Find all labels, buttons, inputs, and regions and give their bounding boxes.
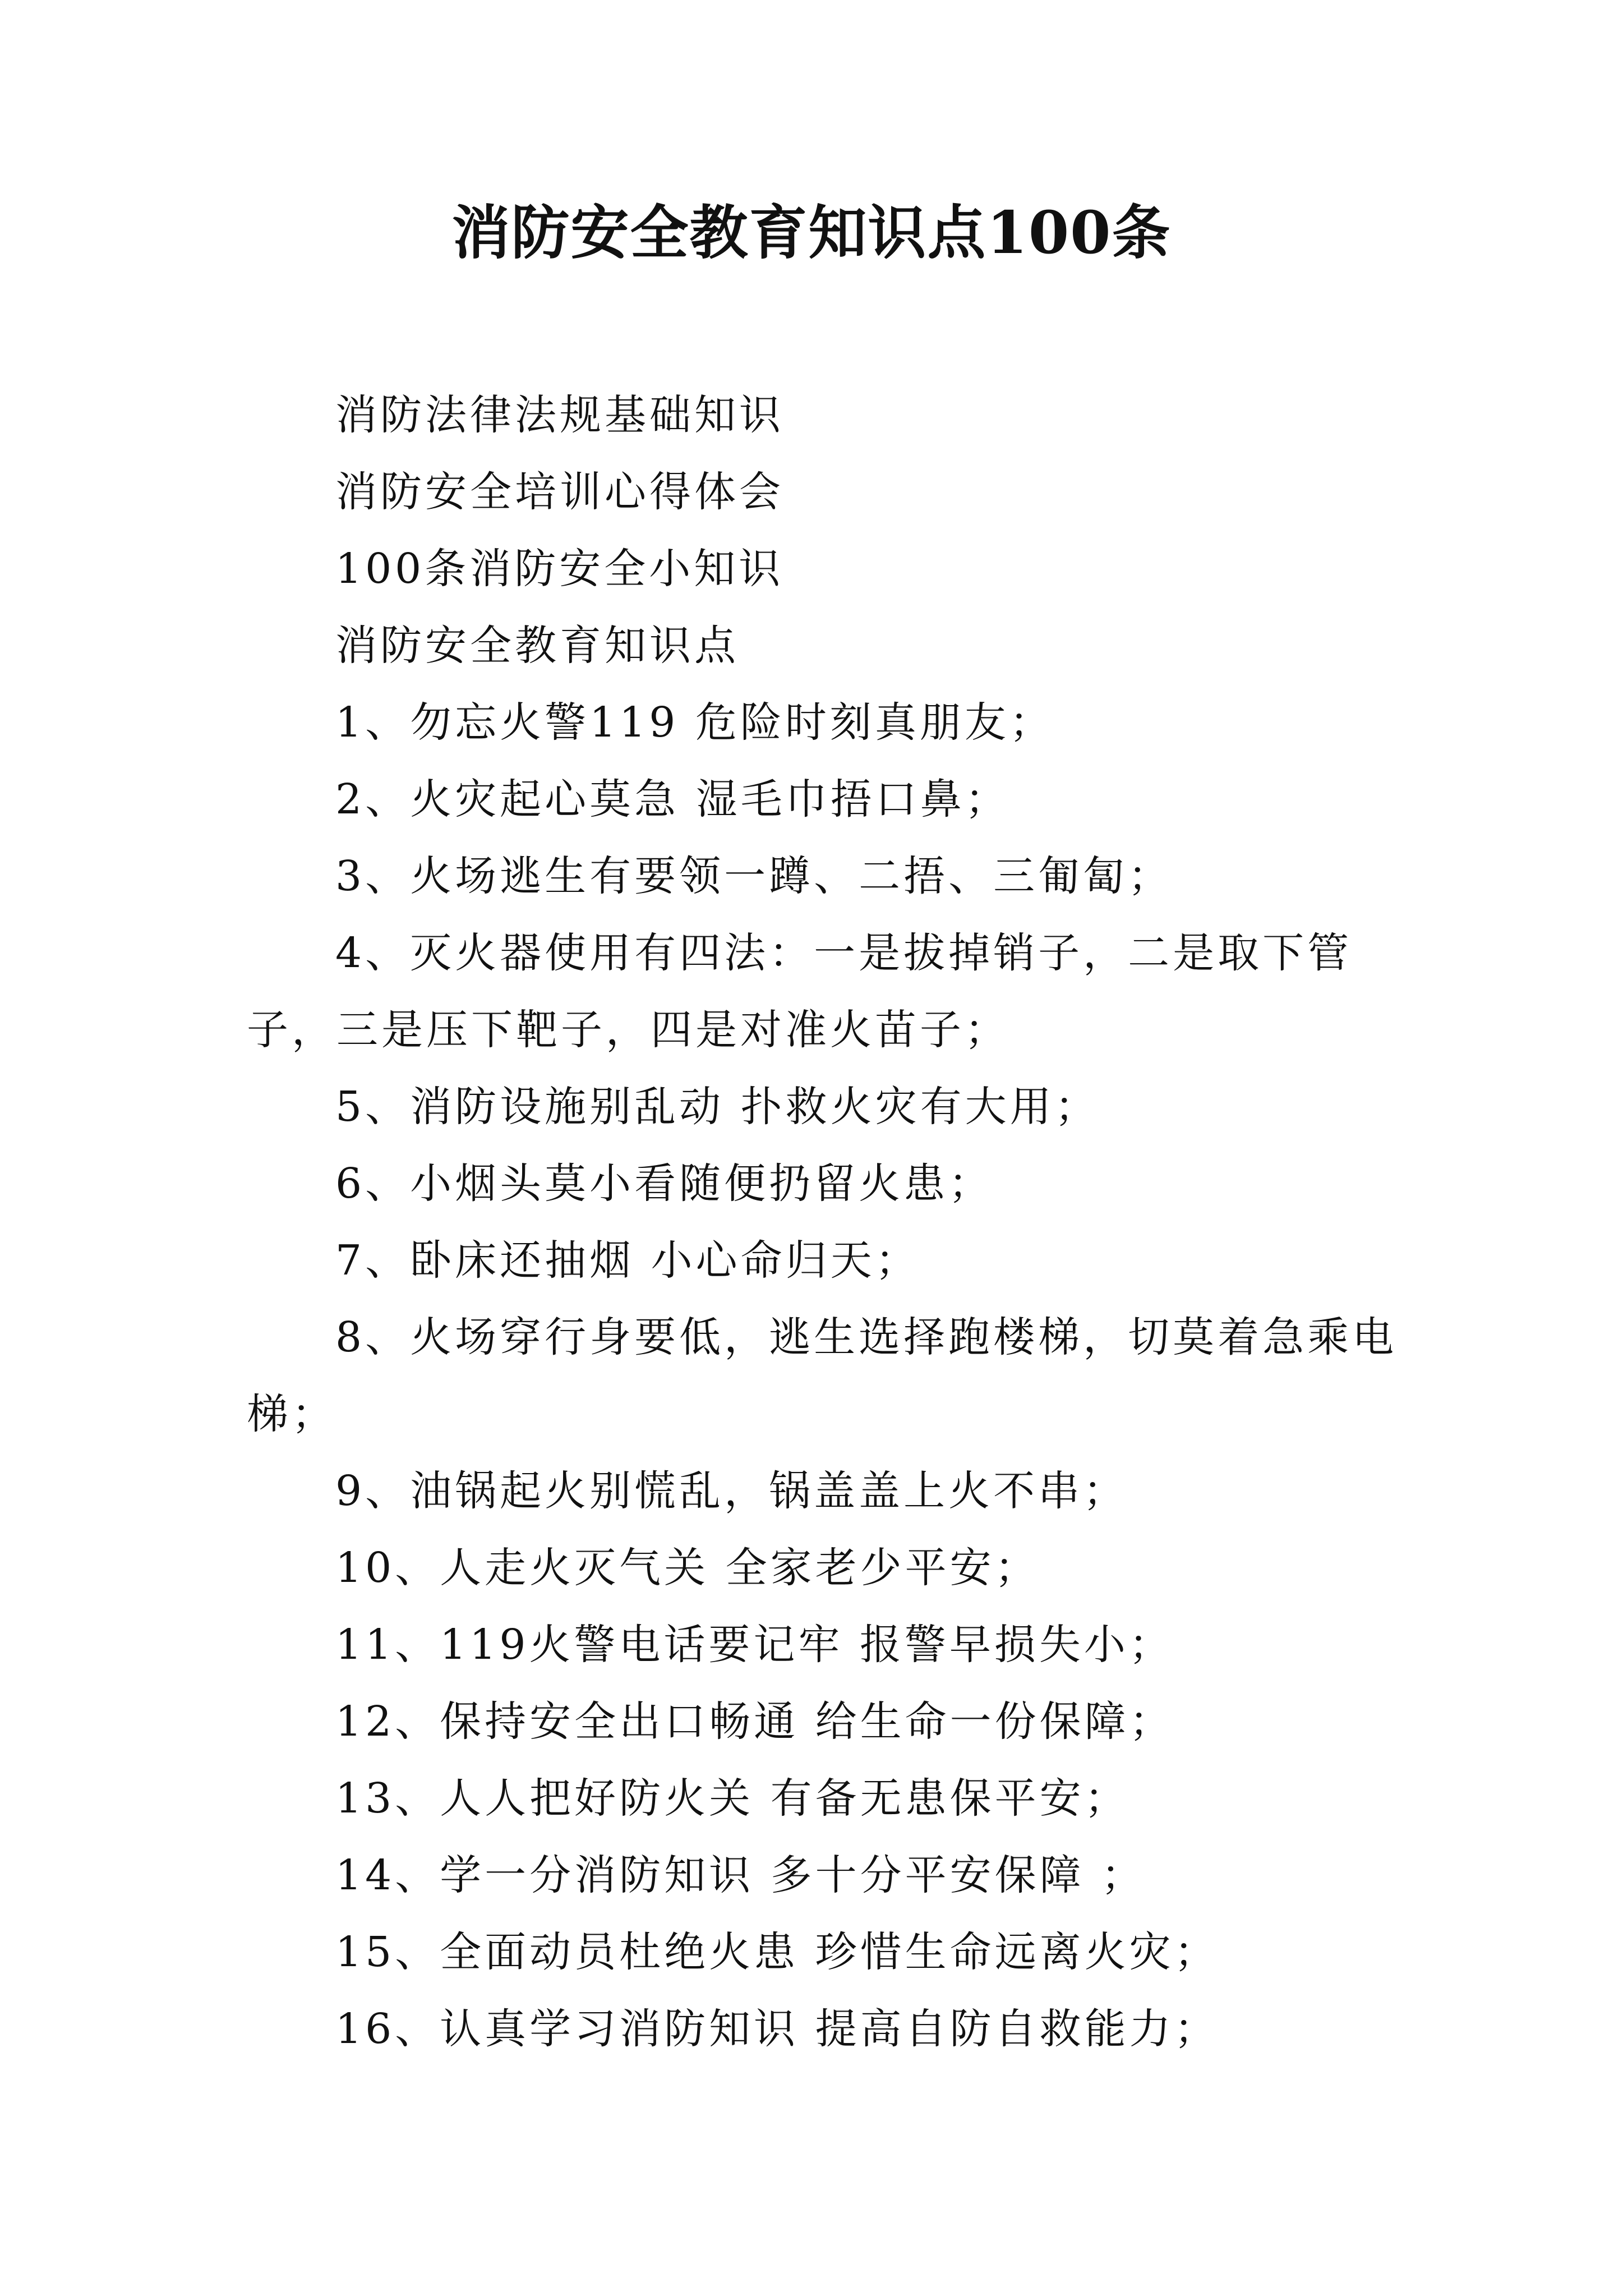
paragraph-6: 2、火灾起心莫急 湿毛巾捂口鼻； [335, 775, 1010, 823]
paragraph-9: 5、消防设施别乱动 扑救火灾有大用； [335, 1083, 1100, 1131]
paragraph-19: 15、全面动员杜绝火患 珍惜生命远离火灾； [335, 1928, 1219, 1976]
paragraph-12: 8、火场穿行身要低，逃生选择跑楼梯，切莫着急乘电梯； [247, 1313, 1398, 1438]
document-title: 消防安全教育知识点100条 [451, 198, 1172, 267]
paragraph-17: 13、人人把好防火关 有备无患保平安； [335, 1774, 1129, 1823]
paragraph-8: 4、灭火器使用有四法：一是拔掉销子，二是取下管子，三是压下靶子，四是对准火苗子； [247, 929, 1353, 1054]
paragraph-15: 11、119火警电话要记牢 报警早损失小； [335, 1621, 1174, 1669]
document-body [247, 377, 1419, 2068]
paragraph-14: 10、人走火灭气关 全家老少平安； [335, 1544, 1040, 1592]
paragraph-11: 7、卧床还抽烟 小心命归天； [335, 1236, 920, 1285]
paragraph-10: 6、小烟头莫小看随便扔留火患； [335, 1159, 994, 1208]
paragraph-13: 9、油锅起火别慌乱，锅盖盖上火不串； [335, 1467, 1128, 1515]
paragraph-3: 100条消防安全小知识 [335, 545, 784, 593]
paragraph-5: 1、勿忘火警119 危险时刻真朋友； [335, 698, 1054, 747]
paragraph-2: 消防安全培训心得体会 [335, 468, 784, 516]
paragraph-20: 16、认真学习消防知识 提高自防自救能力； [335, 2005, 1219, 2053]
paragraph-4: 消防安全教育知识点 [335, 622, 739, 670]
paragraph-1: 消防法律法规基础知识 [335, 391, 784, 439]
paragraph-7: 3、火场逃生有要领一蹲、二捂、三匍匐； [335, 852, 1173, 900]
paragraph-16: 12、保持安全出口畅通 给生命一份保障； [335, 1697, 1174, 1746]
paragraph-18: 14、学一分消防知识 多十分平安保障 ； [335, 1851, 1146, 1899]
